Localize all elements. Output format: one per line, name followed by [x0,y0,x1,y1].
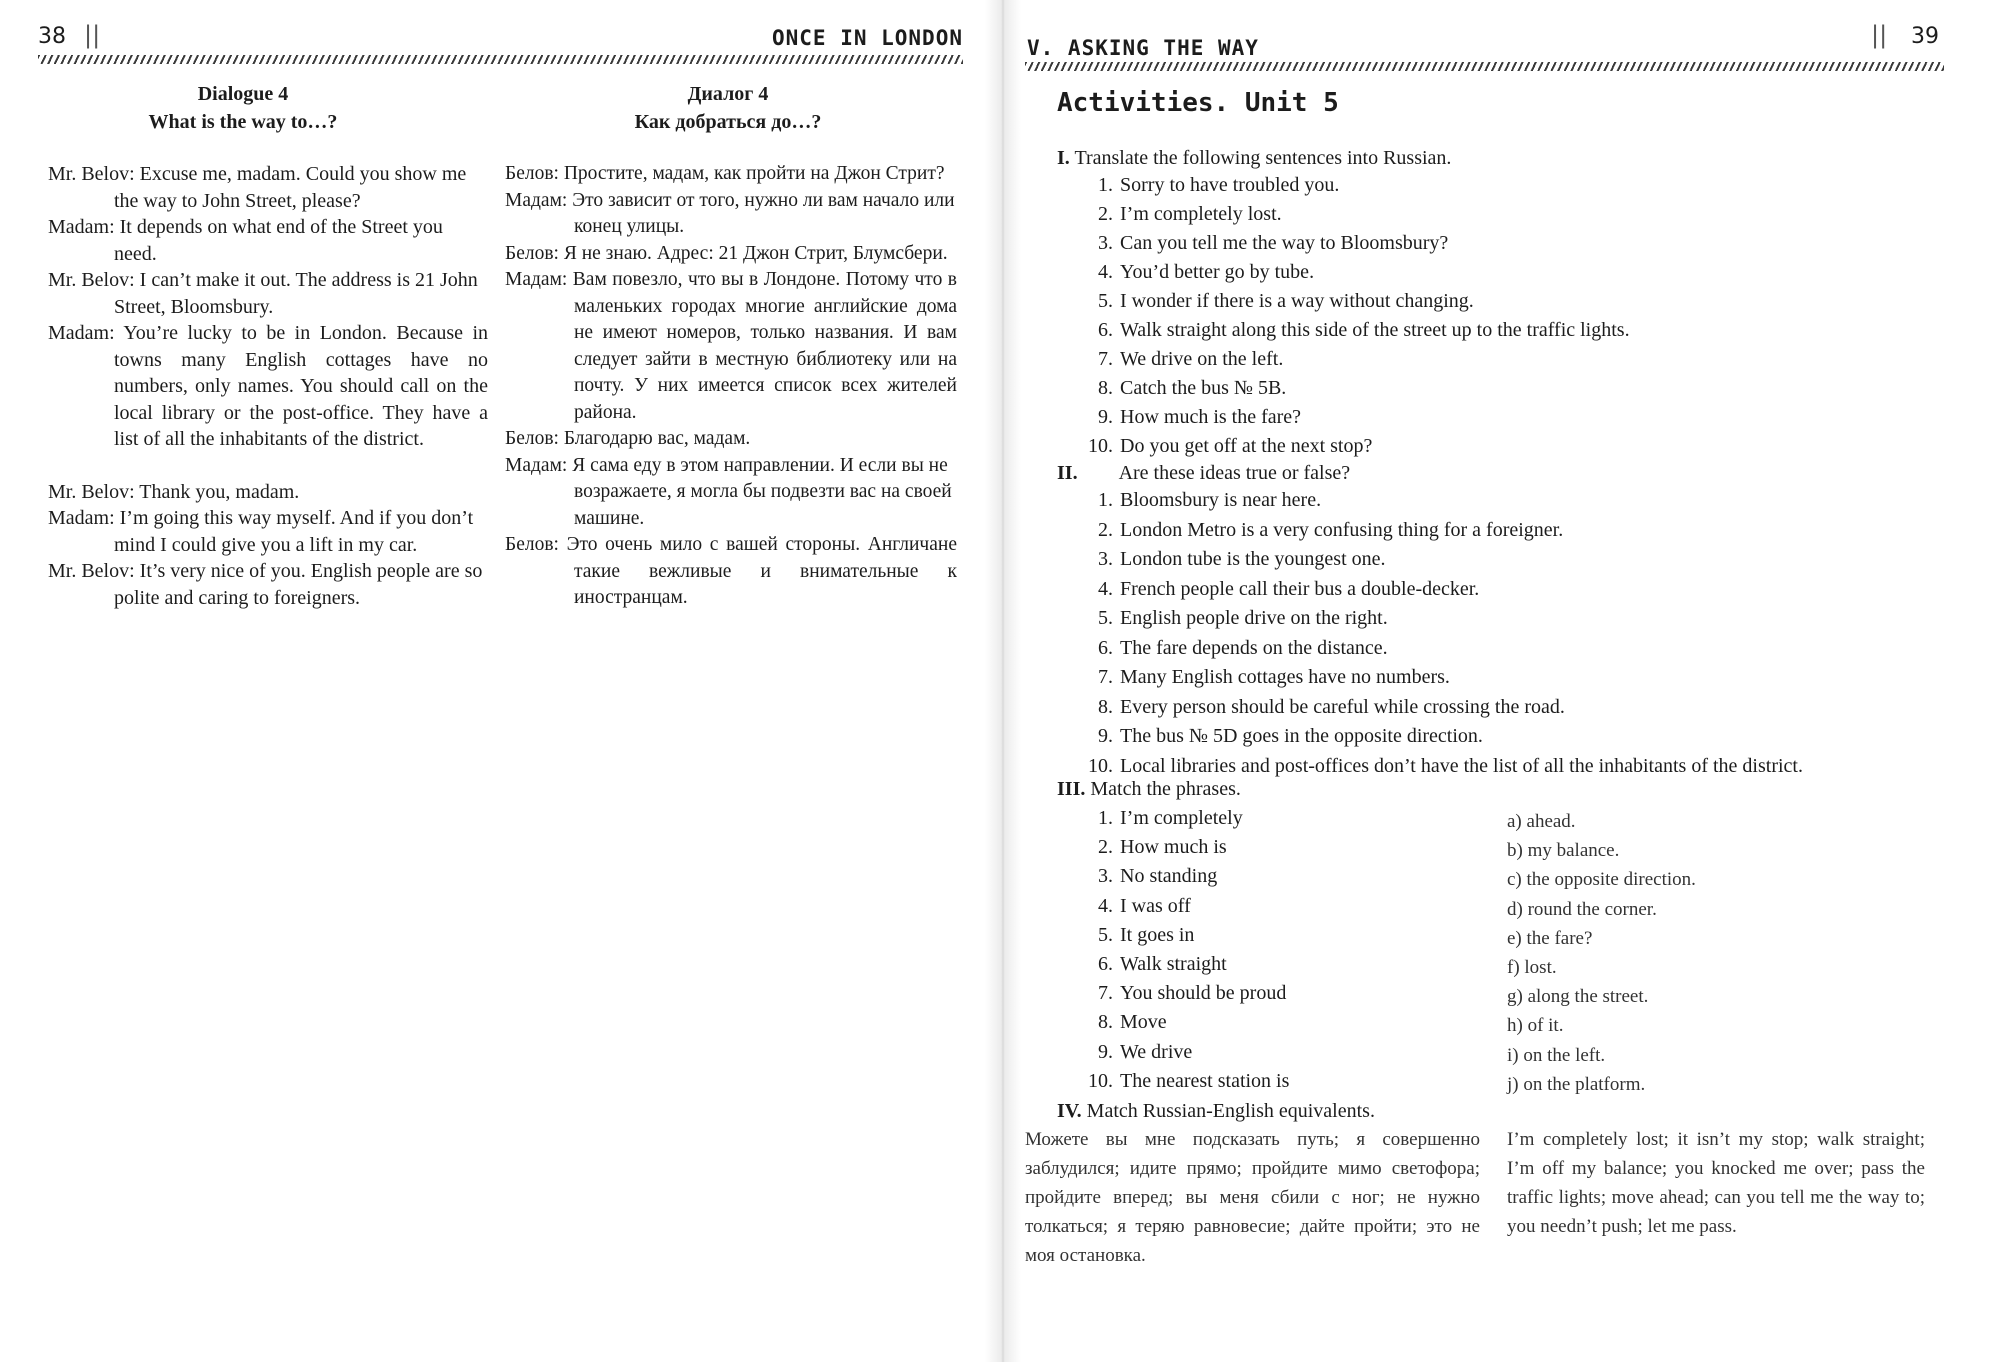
dialogue-line: Mr. Belov: I can’t make it out. The address is 21 John Street, Bloomsbury. [48,269,478,318]
russian-dialogue-heading [508,80,948,136]
exercise-label: IV. [1057,1100,1082,1122]
exercise-3-left-column [1083,804,1289,1096]
exercise-label: I. [1057,147,1070,169]
list-item: 7. We drive on the left. [1098,348,1284,370]
exercise-4-english-text: I’m completely lost; it isn’t my stop; walk straight; I’m off my balance; you knocked me over; pass the traffic lights; move ahead; can you tell me the way to; you needn’t push; let me pass. [1507,1129,1925,1237]
exercise-label: II. [1057,462,1078,484]
exercise-4-russian-text: Можете вы мне подсказать путь; я совершенно заблудился; идите прямо; пройдите мимо светофора; пройдите вперед; вы меня сбили с ног; не нужно толкаться; я теряю равновесие; дайте пройти; это не моя остановка. [1025,1129,1480,1266]
list-item: 10. Do you get off at the next stop? [1088,435,1373,457]
list-item: g) along the street. [1507,986,1649,1008]
dialogue-line: Madam: I’m going this way myself. And if you don’t mind I could give you a lift in my car. [48,507,474,556]
dialogue-line: Mr. Belov: Thank you, madam. [48,480,300,503]
dialogue-line: Мадам: Вам повезло, что вы в Лондоне. Потому что в маленьких городах многие английские дома не имеют номеров, только названия. И вам следует зайти в местную библиотеку или на почту. У них имеется список всех жителей района. [505,269,957,423]
dialogue-line: Madam: It depends on what end of the Street you need. [48,216,443,265]
running-title: ONCE IN LONDON [771,26,963,50]
list-item: 4. You’d better go by tube. [1098,261,1315,283]
list-item: 3. No standing [1098,865,1218,888]
list-item: d) round the corner. [1507,898,1657,920]
left-page [0,0,985,1362]
list-item: 3. Can you tell me the way to Bloomsbury? [1098,232,1449,254]
header-rule [38,55,963,64]
book-gutter [985,0,1021,1362]
exercise-instruction: Are these ideas true or false? [1118,462,1351,484]
list-item: 4. French people call their bus a double-decker. [1098,577,1480,600]
header-divider: || [1871,21,1888,49]
list-item: 1. Sorry to have troubled you. [1098,174,1340,196]
activities-title: Activities. Unit 5 [1057,88,1339,118]
list-item: 1. I’m completely [1098,807,1243,829]
list-item: h) of it. [1507,1015,1564,1037]
dialogue-line: Белов: Я не знаю. Адрес: 21 Джон Стрит, Блумсбери. [505,242,948,264]
english-dialogue-subtitle: What is the way to…? [148,111,338,133]
page-number: 38 [38,24,66,49]
list-item: 7. You should be proud [1098,982,1287,1005]
list-item: 9. How much is the fare? [1098,406,1302,428]
exercise-4-heading [1057,1097,1375,1125]
list-item: 3. London tube is the youngest one. [1098,548,1386,570]
english-dialogue [48,161,488,611]
right-page [1021,0,2000,1362]
exercise-instruction: Translate the following sentences into Russian. [1074,147,1452,169]
list-item: 6. Walk straight along this side of the street up to the traffic lights. [1098,319,1630,341]
list-item: b) my balance. [1507,840,1620,862]
list-item: 8. Every person should be careful while crossing the road. [1098,695,1565,718]
list-item: 6. Walk straight [1098,953,1227,976]
exercise-3-heading [1057,775,1241,803]
list-item: f) lost. [1507,957,1557,979]
dialogue-line: Белов: Благодарю вас, мадам. [505,428,751,449]
list-item: c) the opposite direction. [1507,869,1696,891]
exercise-1-heading [1057,144,1451,172]
dialogue-line: Madam: You’re lucky to be in London. Because in towns many English cottages have no numbers, only names. You should call on the local library or the post-office. They have a list of all the inhabitants of the district. [48,322,488,450]
header-rule [1025,62,1944,71]
english-dialogue-title: Dialogue 4 [197,83,289,105]
list-item: 8. Catch the bus № 5B. [1098,377,1287,399]
dialogue-line: Белов: Это очень мило с вашей стороны. Англичане такие вежливые и внимательные к иностранцам. [505,534,957,608]
exercise-2-heading [1057,459,1350,487]
russian-dialogue-subtitle: Как добраться до…? [634,111,822,133]
list-item: 2. I’m completely lost. [1098,203,1282,225]
list-item: e) the fare? [1507,927,1593,949]
list-item: 1. Bloomsbury is near here. [1098,489,1322,511]
list-item: 2. London Metro is a very confusing thing for a foreigner. [1098,518,1564,541]
exercise-instruction: Match the phrases. [1090,778,1241,800]
running-title: V. ASKING THE WAY [1027,36,1259,60]
exercise-2-items [1083,486,1803,781]
list-item: 4. I was off [1098,894,1191,917]
russian-dialogue-title: Диалог 4 [687,83,769,105]
page-number: 39 [1911,24,1939,49]
list-item: 10. The nearest station is [1088,1069,1290,1092]
list-item: 8. Move [1098,1011,1167,1034]
dialogue-line: Mr. Belov: It’s very nice of you. English people are so polite and caring to foreigners. [48,560,483,609]
list-item: 2. How much is [1098,836,1227,859]
list-item: a) ahead. [1507,811,1576,832]
list-item: 5. I wonder if there is a way without changing. [1098,290,1474,312]
dialogue-line: Мадам: Это зависит от того, нужно ли вам начало или конец улицы. [505,189,955,237]
dialogue-line: Mr. Belov: Excuse me, madam. Could you show me the way to John Street, please? [48,163,467,212]
dialogue-line: Белов: Простите, мадам, как пройти на Джон Стрит? [505,163,945,184]
list-item: 6. The fare depends on the distance. [1098,636,1388,659]
dialogue-line: Мадам: Я сама еду в этом направлении. И если вы не возражаете, я могла бы подвезти вас на своей машине. [505,454,952,529]
list-item: 10. Local libraries and post-offices don’t have the list of all the inhabitants of the district. [1088,754,1803,777]
list-item: 9. We drive [1098,1040,1193,1063]
list-item: 5. English people drive on the right. [1098,607,1388,629]
english-dialogue-heading [23,80,463,136]
list-item: i) on the left. [1507,1044,1606,1066]
exercise-instruction: Match Russian-English equivalents. [1086,1100,1375,1122]
header-divider: || [84,21,101,49]
list-item: j) on the platform. [1507,1073,1646,1095]
exercise-3-right-column [1507,807,1696,1099]
russian-dialogue [505,161,957,612]
list-item: 9. The bus № 5D goes in the opposite direction. [1098,725,1483,747]
exercise-1-items [1083,171,1630,461]
exercise-label: III. [1057,778,1086,800]
list-item: 5. It goes in [1098,923,1195,946]
list-item: 7. Many English cottages have no numbers. [1098,666,1450,688]
